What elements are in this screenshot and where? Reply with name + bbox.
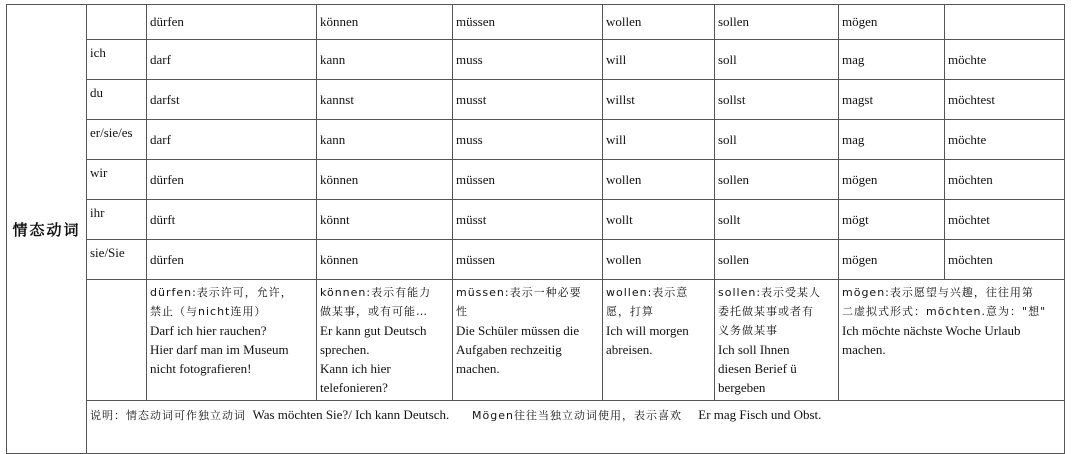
form-cell: soll <box>715 40 839 80</box>
usage-line: wollen:表示意 <box>606 286 689 299</box>
form-cell: sollen <box>715 160 839 200</box>
form-cell: dürfen <box>147 240 317 280</box>
form-cell: muss <box>453 120 603 160</box>
header-cell: mögen <box>839 5 945 40</box>
header-cell: dürfen <box>147 5 317 40</box>
pronoun-cell: du <box>87 80 147 120</box>
header-cell: müssen <box>453 5 603 40</box>
form-cell: sollt <box>715 200 839 240</box>
usage-line: können:表示有能力 <box>320 286 432 299</box>
form-cell: können <box>317 160 453 200</box>
form-cell: müssen <box>453 240 603 280</box>
usage-line: Ich will morgen <box>606 323 689 338</box>
conjugation-row <box>7 120 1065 160</box>
note-cell <box>87 401 1065 454</box>
form-cell: wollt <box>603 200 715 240</box>
usage-line: Ich soll Ihnen <box>718 342 790 357</box>
form-cell: mögen <box>839 160 945 200</box>
note-text: Mögen往往当独立动词使用，表示喜欢 <box>472 409 682 422</box>
form-cell: kann <box>317 120 453 160</box>
usage-line: 委托做某事或者有 <box>718 305 814 318</box>
usage-line: 做某事，或有可能… <box>320 305 428 318</box>
usage-empty-cell <box>87 280 147 401</box>
usage-line: bergeben <box>718 380 766 395</box>
form-cell: sollst <box>715 80 839 120</box>
form-cell: müssen <box>453 160 603 200</box>
usage-cell-sollen <box>715 280 839 401</box>
usage-cell-wollen <box>603 280 715 401</box>
note-example: Er mag Fisch und Obst. <box>698 407 822 422</box>
usage-line: Ich möchte nächste Woche Urlaub <box>842 323 1021 338</box>
form-cell: sollen <box>715 240 839 280</box>
note-label: 说明：情态动词可作独立动词 <box>90 409 246 422</box>
conjugation-row <box>7 240 1065 280</box>
usage-line: dürfen:表示许可，允许， <box>150 286 293 299</box>
header-cell: können <box>317 5 453 40</box>
usage-line: Aufgaben rechzeitig <box>456 342 562 357</box>
corner-cell <box>87 5 147 40</box>
usage-line: mögen:表示愿望与兴趣，往往用第 <box>842 286 1034 299</box>
side-label: 情态动词 <box>7 5 87 454</box>
usage-line: Die Schüler müssen die <box>456 323 580 338</box>
usage-line: telefonieren? <box>320 380 388 395</box>
form-cell: darfst <box>147 80 317 120</box>
header-cell: wollen <box>603 5 715 40</box>
form-cell: dürft <box>147 200 317 240</box>
note-row <box>7 401 1065 454</box>
form-cell: möchte <box>945 40 1065 80</box>
usage-line: 性 <box>456 305 468 318</box>
form-cell: wollen <box>603 160 715 200</box>
usage-row <box>7 280 1065 401</box>
usage-line: Hier darf man im Museum <box>150 342 289 357</box>
usage-line: sprechen. <box>320 342 370 357</box>
form-cell: mögen <box>839 240 945 280</box>
usage-line: 愿，打算 <box>606 305 654 318</box>
form-cell: mag <box>839 40 945 80</box>
usage-line: sollen:表示受某人 <box>718 286 822 299</box>
form-cell: will <box>603 120 715 160</box>
form-cell: kannst <box>317 80 453 120</box>
pronoun-cell: er/sie/es <box>87 120 147 160</box>
conjugation-row <box>7 160 1065 200</box>
usage-cell-durfen <box>147 280 317 401</box>
header-row <box>7 5 1065 40</box>
form-cell: möchten <box>945 160 1065 200</box>
conjugation-row <box>7 80 1065 120</box>
form-cell: musst <box>453 80 603 120</box>
usage-line: 义务做某事 <box>718 324 778 337</box>
form-cell: dürfen <box>147 160 317 200</box>
note-example: Was möchten Sie?/ Ich kann Deutsch. <box>252 407 450 422</box>
pronoun-cell: sie/Sie <box>87 240 147 280</box>
form-cell: magst <box>839 80 945 120</box>
form-cell: soll <box>715 120 839 160</box>
form-cell: willst <box>603 80 715 120</box>
usage-line: abreisen. <box>606 342 653 357</box>
conjugation-row <box>7 40 1065 80</box>
usage-line: diesen Berief ü <box>718 361 797 376</box>
form-cell: müsst <box>453 200 603 240</box>
usage-line: nicht fotografieren! <box>150 361 252 376</box>
usage-line: 二虚拟式形式：möchten.意为："想" <box>842 305 1047 318</box>
usage-line: Er kann gut Deutsch <box>320 323 427 338</box>
conjugation-row <box>7 200 1065 240</box>
usage-cell-konnen <box>317 280 453 401</box>
usage-cell-mussen <box>453 280 603 401</box>
form-cell: mag <box>839 120 945 160</box>
form-cell: möchtest <box>945 80 1065 120</box>
form-cell: kann <box>317 40 453 80</box>
form-cell: möchte <box>945 120 1065 160</box>
form-cell: möchten <box>945 240 1065 280</box>
form-cell: wollen <box>603 240 715 280</box>
pronoun-cell: wir <box>87 160 147 200</box>
modal-verbs-table <box>6 4 1065 454</box>
form-cell: darf <box>147 120 317 160</box>
form-cell: will <box>603 40 715 80</box>
form-cell: muss <box>453 40 603 80</box>
form-cell: können <box>317 240 453 280</box>
form-cell: mögt <box>839 200 945 240</box>
usage-line: machen. <box>456 361 500 376</box>
pronoun-cell: ihr <box>87 200 147 240</box>
usage-line: Kann ich hier <box>320 361 391 376</box>
usage-cell-mogen <box>839 280 1065 401</box>
usage-line: 禁止（与nicht连用） <box>150 305 267 318</box>
usage-line: Darf ich hier rauchen? <box>150 323 267 338</box>
usage-line: machen. <box>842 342 886 357</box>
form-cell: darf <box>147 40 317 80</box>
form-cell: könnt <box>317 200 453 240</box>
header-cell <box>945 5 1065 40</box>
usage-line: müssen:表示一种必要 <box>456 286 582 299</box>
form-cell: möchtet <box>945 200 1065 240</box>
pronoun-cell: ich <box>87 40 147 80</box>
header-cell: sollen <box>715 5 839 40</box>
